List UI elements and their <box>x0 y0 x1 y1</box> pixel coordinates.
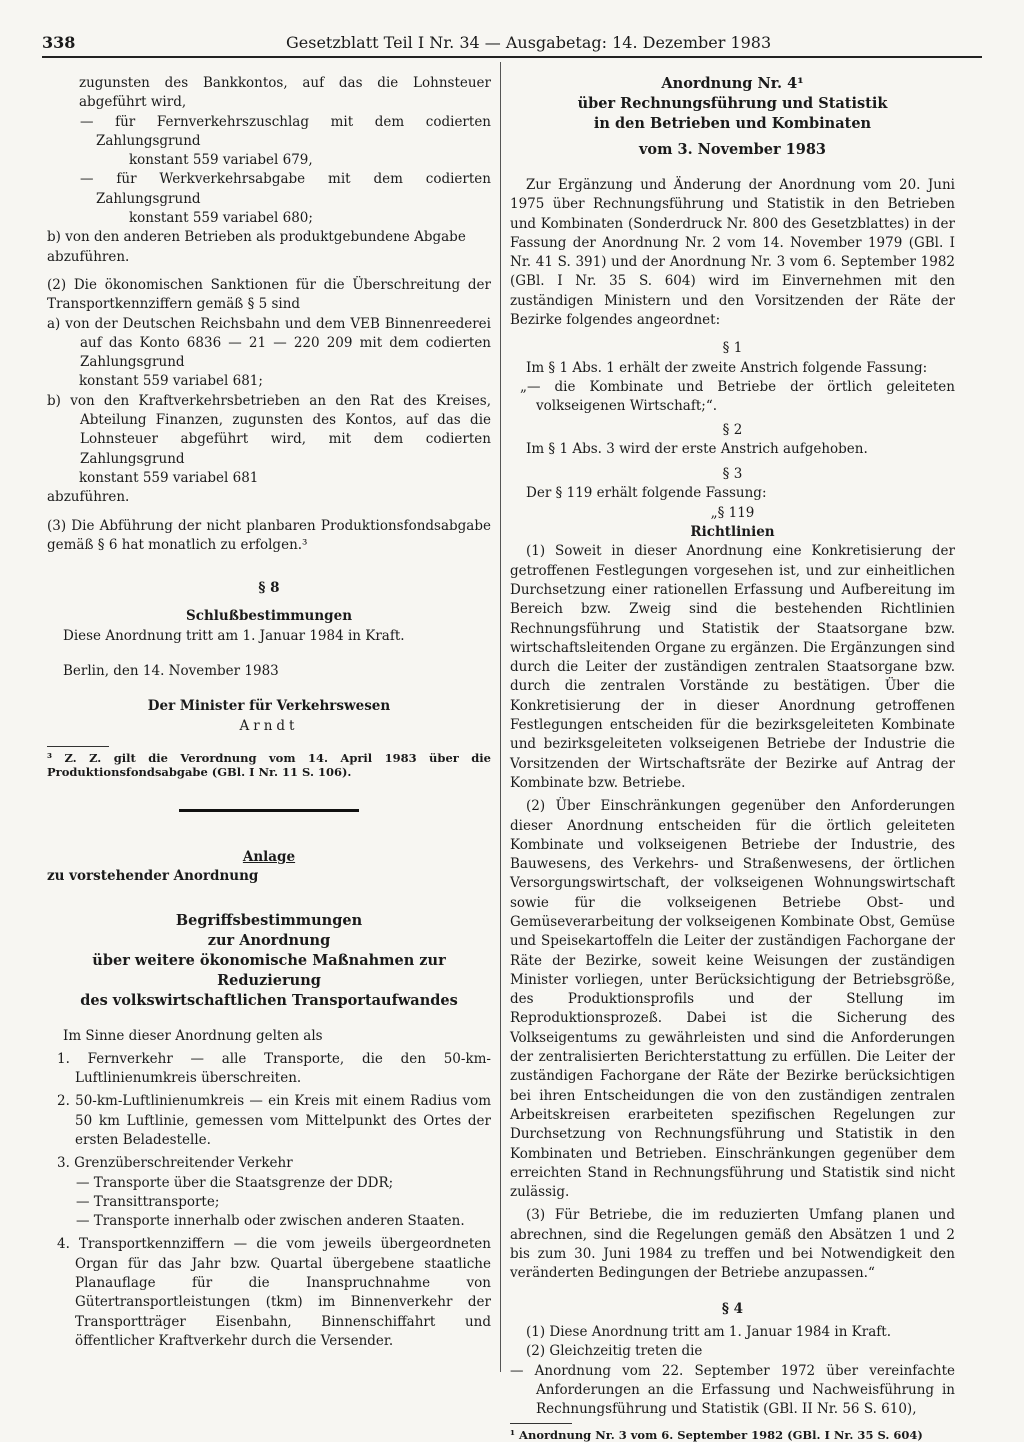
footnote-rule <box>47 746 109 747</box>
abzufuehren-2: abzuführen. <box>47 489 130 506</box>
running-title: Gesetzblatt Teil I Nr. 34 — Ausgabetag: 14. Dezember 1983 <box>286 33 772 52</box>
annex-heading: Anlage <box>242 848 296 865</box>
code-680: konstant 559 variabel 680; <box>129 210 313 227</box>
definition-3-a: — Transporte über die Staatsgrenze der DDR; <box>76 1174 394 1191</box>
footnote-3: ³ Z. Z. gilt die Verordnung vom 14. April 1983 über die Produktionsfondsabgabe (GBl. I Nr. 11 S. 106). <box>47 750 491 779</box>
section-8-text: Diese Anordnung tritt am 1. Januar 1984 in Kraft. <box>63 627 405 644</box>
definitions-title-2: zur Anordnung <box>207 931 331 949</box>
abzufuehren-1: abzuführen. <box>47 248 130 265</box>
footnote-rule-right <box>510 1423 572 1424</box>
section-119-para-2: (2) Über Einschränkungen gegenüber den Anforderungen dieser Anordnung entscheiden für die örtlich geleiteten Kombinate und volkseigenen Betriebe der Industrie, des Bauwesens, des Verkehrs- und Straßenwesens, der örtlichen Versorgungswirtschaft, der volkseigenen Wohnungswirtschaft sowie für die volkseigenen Betriebe Obst- und Gemüseverarbeitung der volkseigenen Kombinate Obst, Gemüse und Speisekartoffeln die Leiter der zuständigen Fachorgane der Räte der Bezirke, soweit keine Weisungen der zuständigen Minister vorliegen, unter Berücksichtigung der Betriebsgröße, des Produktionsprofils und der Stellung im Reproduktionsprozeß. Dabei ist die Sicherung des Volkseigentums zu gewährleisten und sind die Anforderungen der zentralisierten Berichterstattung zu erfüllen. Die Leiter der zuständigen Fachorgane der Räte der Bezirke berücksichtigen bei ihren Entscheidungen die von den zuständigen zentralen Arbeitskreisen erarbeiteten spezifischen Regelungen zur Durchsetzung von Rechnungsführung und Statistik in den Kombinaten und Betrieben. Einschränkungen gegenüber dem erreichten Stand in Rechnungsführung und Statistik sind nicht zulässig. <box>510 798 955 1201</box>
page-number: 338 <box>42 33 76 52</box>
definition-2: 2. 50-km-Luftlinienumkreis — ein Kreis mit einem Radius vom 50 km Luftlinie, gemessen vom Mittelpunkt des Ortes der ersten Beladestelle. <box>57 1093 491 1148</box>
section-119-para-3: (3) Für Betriebe, die im reduzierten Umfang planen und abrechnen, sind die Regelungen gemäß den Absätzen 1 und 2 bis zum 30. Juni 1984 zu treffen und bei Notwendigkeit den veränderten Bedingungen der Betriebe anzupassen.“ <box>510 1207 955 1282</box>
order-preamble: Zur Ergänzung und Änderung der Anordnung vom 20. Juni 1975 über Rechnungsführung und Statistik in den Betrieben und Kombinaten (Sonderdruck Nr. 800 des Gesetzblattes) in der Fassung der Anordnung Nr. 2 vom 14. November 1979 (GBl. I Nr. 41 S. 391) und der Anordnung Nr. 3 vom 6. September 1982 (GBl. I Nr. 35 S. 604) wird im Einvernehmen mit den zuständigen Ministern und den Vorsitzenden der Räte der Bezirke folgendes angeordnet: <box>510 177 955 329</box>
order-title-1: Anordnung Nr. 4¹ <box>661 75 804 92</box>
paragraph-3: (3) Die Abführung der nicht planbaren Produktionsfondsabgabe gemäß § 6 hat monatlich zu erfolgen.³ <box>47 517 491 553</box>
right-column <box>510 74 955 1442</box>
section-3-text: Der § 119 erhält folgende Fassung: <box>526 485 767 502</box>
column-divider <box>500 62 501 1372</box>
section-1-number: § 1 <box>722 340 743 357</box>
definition-1: 1. Fernverkehr — alle Transporte, die den 50-km-Luftlinienumkreis überschreiten. <box>57 1050 491 1087</box>
section-119-title: Richtlinien <box>690 524 775 541</box>
minister-name: Arndt <box>239 717 299 734</box>
minister-title: Der Minister für Verkehrswesen <box>147 698 391 715</box>
section-8-number: § 8 <box>258 580 280 597</box>
definition-3-c: — Transporte innerhalb oder zwischen anderen Staaten. <box>76 1213 465 1230</box>
section-2-text: Im § 1 Abs. 3 wird der erste Anstrich aufgehoben. <box>526 440 868 457</box>
code-681a: konstant 559 variabel 681; <box>79 373 263 390</box>
code-681b: konstant 559 variabel 681 <box>79 469 259 486</box>
header-rule <box>42 56 982 58</box>
definitions-title-3: über weitere ökonomische Maßnahmen zur Reduzierung <box>92 951 446 989</box>
section-8-title: Schlußbestimmungen <box>185 608 353 625</box>
page-header <box>42 33 982 57</box>
order-title-2: über Rechnungsführung und Statistik <box>577 95 888 112</box>
order-title-3: in den Betrieben und Kombinaten <box>593 115 872 132</box>
annex-subheading: zu vorstehender Anordnung <box>47 868 259 885</box>
paragraph-2-a: a) von der Deutschen Reichsbahn und dem VEB Binnenreederei auf das Konto 6836 — 21 — 220 209 mit dem codierten Zahlungsgrund <box>47 315 491 371</box>
section-2-number: § 2 <box>722 421 743 438</box>
section-119-para-1: (1) Soweit in dieser Anordnung eine Konkretisierung der getroffenen Festlegungen vorgesehen ist, und zur einheitlichen Durchsetzung einer rationellen Erfassung und Aufbereitung im Bereich bzw. Zweig sind die bestehenden Richtlinien Rechnungsführung und Statistik der Staatsorgane bzw. wirtschaftsleitenden Organe zu ergänzen. Die Ergänzungen sind durch die Leiter der zuständigen zentralen Staatsorgane bzw. durch die zentralen Vorstände zu bestätigen. Über die Konkretisierung der in dieser Anordnung getroffenen Festlegungen entscheiden für die bezirksgeleiteten Kombinate und bezirksgeleiteten volkseigenen Betriebe der Industrie die Vorsitzenden der Wirtschaftsräte der Bezirke auf Antrag der Kombinate bzw. Betriebe. <box>510 543 955 791</box>
left-column <box>47 74 491 1351</box>
definition-4: 4. Transportkennziffern — die vom jeweils übergeordneten Organ für das Jahr bzw. Quartal übergebene staatliche Planauflage für die Inanspruchnahme von Gütertransportleistungen (tkm) im Binnenverkehr der Transportträger Eisenbahn, Binnenschiffahrt und öffentlicher Kraftverkehr durch die Versender. <box>57 1236 491 1349</box>
definitions-title-1: Begriffsbestimmungen <box>175 911 363 929</box>
footnote-1: ¹ Anordnung Nr. 3 vom 6. September 1982 (GBl. I Nr. 35 S. 604) <box>510 1428 923 1442</box>
section-4-para-1: (1) Diese Anordnung tritt am 1. Januar 1984 in Kraft. <box>526 1323 891 1340</box>
section-119-number: „§ 119 <box>710 504 755 521</box>
section-4-dash: — Anordnung vom 22. September 1972 über vereinfachte Anforderungen an die Erfassung und Nachweisführung in Rechnungsführung und Statistik (GBl. II Nr. 56 S. 610), <box>510 1362 955 1418</box>
section-1-quote: „— die Kombinate und Betriebe der örtlich geleiteten volkseigenen Wirtschaft;“. <box>520 378 955 415</box>
place-and-date: Berlin, den 14. November 1983 <box>63 663 279 680</box>
section-3-number: § 3 <box>722 466 743 483</box>
definitions-title-4: des volkswirtschaftlichen Transportaufwandes <box>80 991 458 1009</box>
paragraph-2-b: b) von den Kraftverkehrsbetrieben an den Rat des Kreises, Abteilung Finanzen, zugunsten des Kontos, auf das die Lohnsteuer abgeführt wird, mit dem codierten Zahlungsgrund <box>47 392 491 467</box>
order-date: vom 3. November 1983 <box>639 141 826 158</box>
intro-continuation: zugunsten des Bankkontos, auf das die Lohnsteuer abgeführt wird, <box>79 75 491 111</box>
section-1-text: Im § 1 Abs. 1 erhält der zweite Anstrich folgende Fassung: <box>526 359 928 376</box>
paragraph-2: (2) Die ökonomischen Sanktionen für die Überschreitung der Transportkennziffern gemäß § 5 sind <box>47 276 491 313</box>
definition-3-b: — Transittransporte; <box>76 1193 220 1210</box>
definitions-intro: Im Sinne dieser Anordnung gelten als <box>63 1027 323 1044</box>
dash-fernverkehr: — für Fernverkehrszuschlag mit dem codierten Zahlungsgrund <box>80 113 491 149</box>
section-4-para-2: (2) Gleichzeitig treten die <box>526 1343 703 1360</box>
definition-3: 3. Grenzüberschreitender Verkehr <box>57 1155 293 1172</box>
code-679: konstant 559 variabel 679, <box>129 152 313 169</box>
item-b: b) von den anderen Betrieben als produktgebundene Abgabe <box>47 229 466 246</box>
dash-werkverkehr: — für Werkverkehrsabgabe mit dem codierten Zahlungsgrund <box>80 171 491 207</box>
section-4-number: § 4 <box>721 1300 744 1317</box>
